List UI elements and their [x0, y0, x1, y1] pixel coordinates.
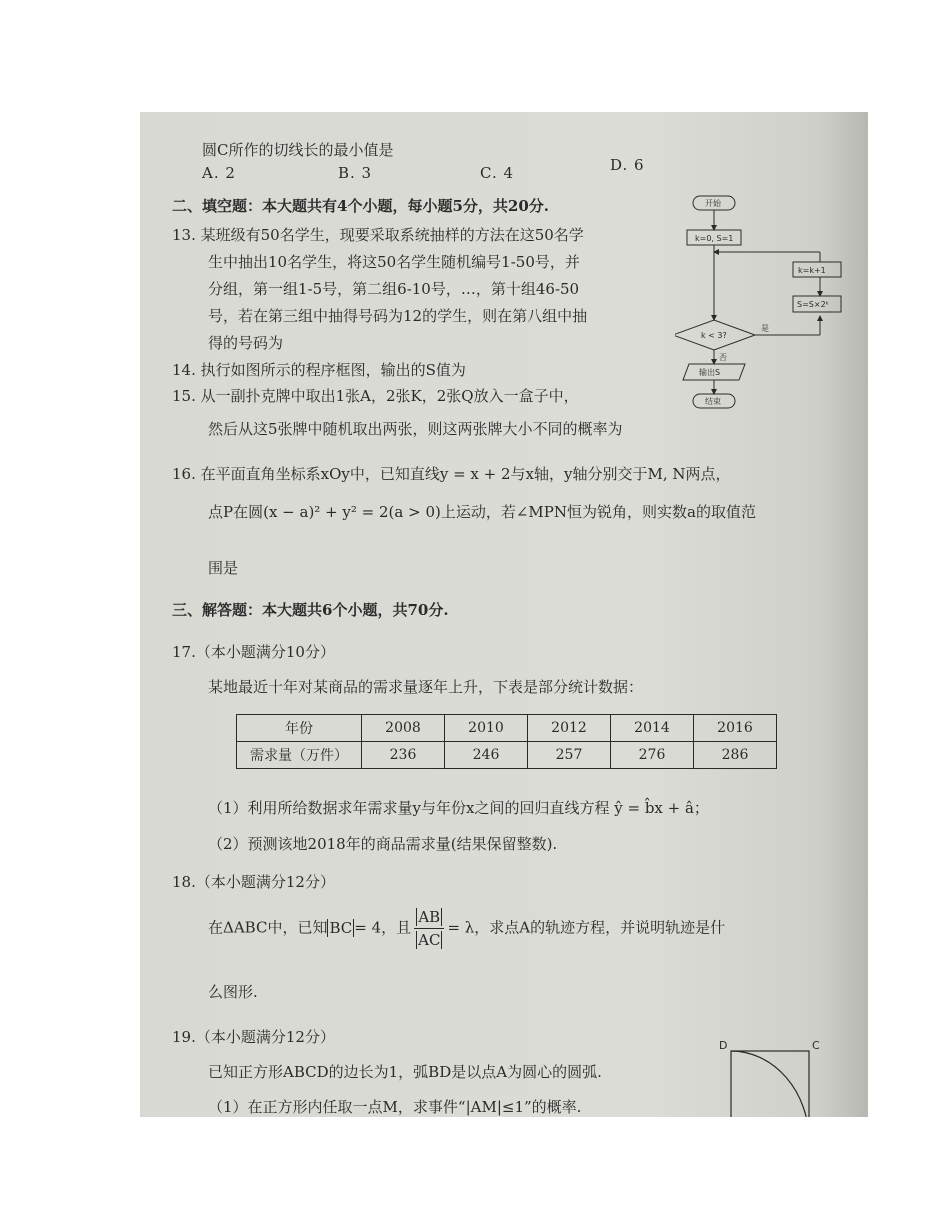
section-3-title: 三、解答题：本大题共6个小题，共70分. — [172, 601, 449, 619]
option-d: D. 6 — [610, 156, 645, 174]
q16-line-3: 围是 — [208, 559, 239, 577]
q18-ab-abs: AB — [418, 908, 441, 926]
q18-line-1 — [208, 906, 725, 951]
table-row-demand — [237, 742, 777, 769]
q18-ratio-fraction — [414, 906, 444, 951]
option-b: B. 3 — [338, 164, 373, 182]
square-arc-figure — [715, 1037, 825, 1117]
q19-line-2: （1）在正方形内任取一点M，求事件“|AM|≤1”的概率. — [208, 1098, 582, 1116]
flow-start-label: 开始 — [705, 199, 721, 208]
demand-table — [236, 714, 777, 769]
q16-line-2: 点P在圆(x − a)² + y² = 2(a > 0)上运动，若∠MPN恒为锐角，则实数a的取值范 — [208, 503, 756, 521]
q14-text: 14. 执行如图所示的程序框图，输出的S值为 — [172, 361, 466, 379]
table-cell: 2014 — [611, 715, 694, 742]
table-cell: 257 — [528, 742, 611, 769]
table-cell: 2016 — [694, 715, 777, 742]
flow-init-label: k=0, S=1 — [695, 234, 734, 243]
table-cell: 286 — [694, 742, 777, 769]
q13-line-3: 分组，第一组1-5号，第二组6-10号，…，第十组46-50 — [208, 280, 580, 298]
q18-header: 18.（本小题满分12分） — [172, 873, 335, 891]
flow-update-s-label: S=S×2ᵏ — [797, 300, 830, 309]
q13-line-4: 号，若在第三组中抽得号码为12的学生，则在第八组中抽 — [208, 307, 588, 325]
section-2-title: 二、填空题：本大题共有4个小题，每小题5分，共20分. — [172, 197, 549, 215]
table-cell: 2010 — [445, 715, 528, 742]
table-cell: 276 — [611, 742, 694, 769]
table-header-demand: 需求量（万件） — [237, 742, 362, 769]
q17-header: 17.（本小题满分10分） — [172, 643, 335, 661]
q13-line-2: 生中抽出10名学生，将这50名学生随机编号1-50号，并 — [208, 253, 580, 271]
flow-end-label: 结束 — [705, 397, 721, 406]
flow-condition-label: k < 3? — [701, 331, 727, 340]
table-row-years — [237, 715, 777, 742]
q18-bc-abs: BC — [329, 918, 353, 937]
q17-intro: 某地最近十年对某商品的需求量逐年上升，下表是部分统计数据： — [208, 678, 644, 696]
q15-line-1: 15. 从一副扑克牌中取出1张A，2张K，2张Q放入一盒子中， — [172, 387, 579, 405]
q18-ac-abs: AC — [418, 931, 441, 949]
q18-eq4: = 4，且 — [354, 918, 412, 937]
prev-question-stem: 圆C所作的切线长的最小值是 — [202, 141, 394, 159]
flow-yes-label: 是 — [761, 324, 769, 333]
q13-line-5: 得的号码为 — [208, 334, 284, 352]
table-cell: 236 — [362, 742, 445, 769]
table-cell: 246 — [445, 742, 528, 769]
q18-line-2: 么图形. — [208, 983, 258, 1001]
flow-no-label: 否 — [719, 353, 727, 362]
q18-post: = λ，求点A的轨迹方程，并说明轨迹是什 — [447, 918, 726, 937]
q13-line-1: 13. 某班级有50名学生，现要采取系统抽样的方法在这50名学 — [172, 226, 584, 244]
q19-line-1: 已知正方形ABCD的边长为1，弧BD是以点A为圆心的圆弧. — [208, 1063, 602, 1081]
table-header-year: 年份 — [237, 715, 362, 742]
exam-page — [140, 112, 868, 1117]
table-cell: 2008 — [362, 715, 445, 742]
option-a: A. 2 — [202, 164, 236, 182]
square-label-c: C — [812, 1039, 820, 1052]
q15-line-2: 然后从这5张牌中随机取出两张，则这两张牌大小不同的概率为 — [208, 420, 623, 438]
flow-update-k-label: k=k+1 — [798, 266, 826, 275]
q17-part-1: （1）利用所给数据求年需求量y与年份x之间的回归直线方程 ŷ = b̂x + â； — [208, 799, 709, 817]
program-flowchart — [675, 192, 845, 412]
square-label-d: D — [719, 1039, 728, 1052]
option-c: C. 4 — [480, 164, 515, 182]
flow-output-label: 输出S — [699, 368, 721, 377]
q19-header: 19.（本小题满分12分） — [172, 1028, 335, 1046]
q17-part-2: （2）预测该地2018年的商品需求量(结果保留整数). — [208, 835, 558, 853]
q18-pre: 在ΔABC中，已知 — [208, 918, 328, 937]
q16-line-1: 16. 在平面直角坐标系xOy中，已知直线y = x + 2与x轴，y轴分别交于M, N两点， — [172, 465, 731, 483]
table-cell: 2012 — [528, 715, 611, 742]
